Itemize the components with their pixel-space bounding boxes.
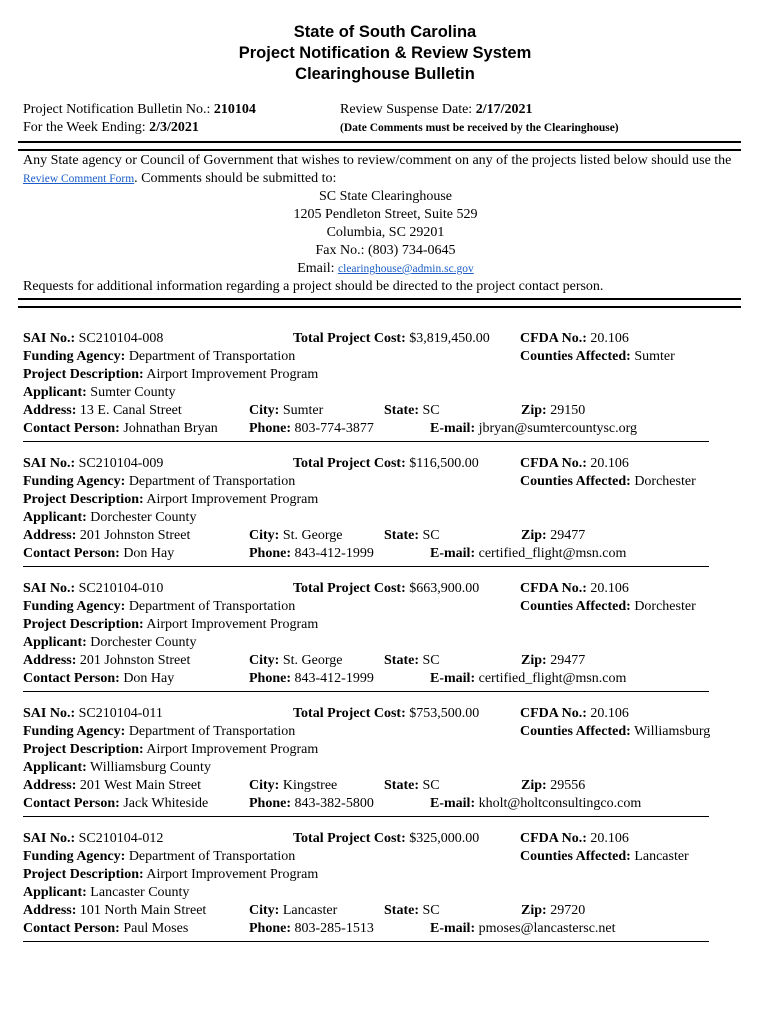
intro-text-b: . Comments should be submitted to: bbox=[134, 171, 337, 186]
field-label: Zip: bbox=[521, 528, 547, 543]
street-address: 101 North Main Street bbox=[79, 903, 207, 918]
project-entry bbox=[23, 330, 743, 438]
project-description: Airport Improvement Program bbox=[146, 492, 319, 507]
address-cell bbox=[23, 652, 190, 670]
contact-email: certified_flight@msn.com bbox=[478, 546, 627, 561]
sai-number: SC210104-009 bbox=[78, 456, 164, 471]
sai-number: SC210104-008 bbox=[78, 331, 164, 346]
week-ending: 2/3/2021 bbox=[149, 120, 199, 135]
field-label: Funding Agency: bbox=[23, 349, 126, 364]
counties-affected: Williamsburg bbox=[634, 724, 711, 739]
email-cell bbox=[430, 920, 616, 938]
applicant-cell bbox=[23, 509, 196, 527]
header-state: State of South Carolina bbox=[293, 23, 477, 41]
field-label: Project Description: bbox=[23, 742, 144, 757]
field-label: Counties Affected: bbox=[520, 724, 631, 739]
counties-affected: Lancaster bbox=[634, 849, 689, 864]
city: Sumter bbox=[282, 403, 324, 418]
field-label: Total Project Cost: bbox=[293, 331, 406, 346]
field-label: Counties Affected: bbox=[520, 849, 631, 864]
counties-cell bbox=[520, 848, 689, 866]
funding-agency: Department of Transportation bbox=[128, 474, 296, 489]
header-bulletin: Clearinghouse Bulletin bbox=[295, 65, 475, 83]
project-divider bbox=[23, 691, 709, 692]
phone-number: 843-412-1999 bbox=[294, 546, 374, 561]
zip-code: 29720 bbox=[550, 903, 586, 918]
field-label: Address: bbox=[23, 903, 77, 918]
zip-code: 29477 bbox=[550, 653, 586, 668]
field-label: State: bbox=[384, 903, 419, 918]
phone-cell bbox=[249, 795, 374, 813]
contact-cell bbox=[23, 545, 174, 563]
phone-cell bbox=[249, 920, 374, 938]
cfda-cell bbox=[520, 830, 629, 848]
field-label: Total Project Cost: bbox=[293, 581, 406, 596]
bulletin-header bbox=[0, 22, 770, 85]
counties-cell bbox=[520, 723, 710, 741]
city-cell bbox=[249, 902, 337, 920]
field-label: SAI No.: bbox=[23, 581, 76, 596]
project-entry bbox=[23, 580, 743, 688]
field-label: Counties Affected: bbox=[520, 474, 631, 489]
field-label: E-mail: bbox=[430, 796, 476, 811]
project-description: Airport Improvement Program bbox=[146, 617, 319, 632]
bulletin-no-label: Project Notification Bulletin No.: bbox=[23, 102, 211, 117]
field-label: Project Description: bbox=[23, 367, 144, 382]
field-label: Contact Person: bbox=[23, 921, 120, 936]
zip-code: 29477 bbox=[550, 528, 586, 543]
city-cell bbox=[249, 527, 342, 545]
field-label: Contact Person: bbox=[23, 421, 120, 436]
zip-cell bbox=[521, 402, 585, 420]
contact-email: kholt@holtconsultingco.com bbox=[478, 796, 642, 811]
clearinghouse-email-link[interactable]: clearinghouse@admin.sc.gov bbox=[338, 263, 474, 275]
field-label: E-mail: bbox=[430, 921, 476, 936]
project-divider bbox=[23, 441, 709, 442]
field-label: Contact Person: bbox=[23, 546, 120, 561]
field-label: City: bbox=[249, 903, 280, 918]
state: SC bbox=[422, 403, 440, 418]
field-label: CFDA No.: bbox=[520, 331, 587, 346]
intro-text-a: Any State agency or Council of Government that wishes to review/comment on any of the projects listed below should use the bbox=[23, 153, 732, 168]
city: St. George bbox=[282, 528, 343, 543]
counties-affected: Dorchester bbox=[634, 599, 696, 614]
total-cost: $753,500.00 bbox=[409, 706, 480, 721]
address-line-1: SC State Clearinghouse bbox=[319, 189, 452, 204]
total-cost: $3,819,450.00 bbox=[409, 331, 490, 346]
funding-agency: Department of Transportation bbox=[128, 349, 296, 364]
desc-cell bbox=[23, 491, 318, 509]
email-cell bbox=[430, 795, 641, 813]
counties-affected: Dorchester bbox=[634, 474, 696, 489]
contact-cell bbox=[23, 920, 188, 938]
header-system: Project Notification & Review System bbox=[238, 44, 532, 62]
sai-number: SC210104-012 bbox=[78, 831, 164, 846]
field-label: State: bbox=[384, 528, 419, 543]
applicant: Sumter County bbox=[90, 385, 176, 400]
funding-agency: Department of Transportation bbox=[128, 724, 296, 739]
field-label: SAI No.: bbox=[23, 831, 76, 846]
address-line-2: 1205 Pendleton Street, Suite 529 bbox=[293, 207, 478, 222]
project-entry bbox=[23, 455, 743, 563]
field-label: SAI No.: bbox=[23, 456, 76, 471]
field-label: Applicant: bbox=[23, 885, 87, 900]
zip-cell bbox=[521, 652, 585, 670]
agency-cell bbox=[23, 598, 295, 616]
contact-cell bbox=[23, 795, 208, 813]
applicant-cell bbox=[23, 884, 189, 902]
suspense-note: (Date Comments must be received by the Clearinghouse) bbox=[340, 122, 619, 134]
phone-number: 803-285-1513 bbox=[294, 921, 374, 936]
state: SC bbox=[422, 528, 440, 543]
field-label: Address: bbox=[23, 653, 77, 668]
cfda-number: 20.106 bbox=[590, 331, 629, 346]
counties-affected: Sumter bbox=[634, 349, 675, 364]
address-cell bbox=[23, 527, 190, 545]
field-label: Total Project Cost: bbox=[293, 706, 406, 721]
phone-cell bbox=[249, 670, 374, 688]
project-description: Airport Improvement Program bbox=[146, 367, 319, 382]
city-cell bbox=[249, 777, 337, 795]
phone-cell bbox=[249, 545, 374, 563]
state-cell bbox=[384, 902, 440, 920]
suspense-label: Review Suspense Date: bbox=[340, 102, 473, 117]
contact-email: jbryan@sumtercountysc.org bbox=[478, 421, 638, 436]
cfda-number: 20.106 bbox=[590, 831, 629, 846]
intro-section bbox=[23, 152, 748, 296]
zip-code: 29556 bbox=[550, 778, 586, 793]
address-cell bbox=[23, 777, 201, 795]
field-label: Applicant: bbox=[23, 760, 87, 775]
city-cell bbox=[249, 652, 342, 670]
field-label: Applicant: bbox=[23, 635, 87, 650]
project-entry bbox=[23, 830, 743, 938]
sai-cell bbox=[23, 830, 163, 848]
agency-cell bbox=[23, 848, 295, 866]
funding-agency: Department of Transportation bbox=[128, 849, 296, 864]
sai-number: SC210104-010 bbox=[78, 581, 164, 596]
city-cell bbox=[249, 402, 323, 420]
field-label: Phone: bbox=[249, 671, 291, 686]
email-cell bbox=[430, 545, 626, 563]
city: Kingstree bbox=[282, 778, 338, 793]
contact-email: pmoses@lancastersc.net bbox=[478, 921, 616, 936]
city: Lancaster bbox=[282, 903, 338, 918]
street-address: 201 Johnston Street bbox=[79, 653, 191, 668]
email-cell bbox=[430, 670, 626, 688]
contact-person: Johnathan Bryan bbox=[123, 421, 218, 436]
desc-cell bbox=[23, 866, 318, 884]
contact-person: Don Hay bbox=[123, 671, 175, 686]
email-line bbox=[23, 260, 748, 278]
zip-cell bbox=[521, 777, 585, 795]
field-label: Phone: bbox=[249, 796, 291, 811]
review-comment-form-link[interactable]: Review Comment Form bbox=[23, 173, 135, 185]
field-label: Phone: bbox=[249, 921, 291, 936]
applicant-cell bbox=[23, 634, 196, 652]
applicant: Dorchester County bbox=[90, 510, 197, 525]
cfda-cell bbox=[520, 705, 629, 723]
field-label: Counties Affected: bbox=[520, 599, 631, 614]
phone-cell bbox=[249, 420, 374, 438]
project-divider bbox=[23, 566, 709, 567]
field-label: Project Description: bbox=[23, 867, 144, 882]
project-description: Airport Improvement Program bbox=[146, 742, 319, 757]
zip-code: 29150 bbox=[550, 403, 586, 418]
field-label: SAI No.: bbox=[23, 706, 76, 721]
state: SC bbox=[422, 903, 440, 918]
field-label: Total Project Cost: bbox=[293, 831, 406, 846]
state-cell bbox=[384, 527, 440, 545]
sai-cell bbox=[23, 330, 163, 348]
field-label: City: bbox=[249, 653, 280, 668]
project-divider bbox=[23, 941, 709, 942]
funding-agency: Department of Transportation bbox=[128, 599, 296, 614]
sai-number: SC210104-011 bbox=[78, 706, 163, 721]
field-label: Contact Person: bbox=[23, 671, 120, 686]
bulletin-no: 210104 bbox=[213, 102, 256, 117]
field-label: Applicant: bbox=[23, 510, 87, 525]
field-label: Zip: bbox=[521, 403, 547, 418]
cfda-cell bbox=[520, 580, 629, 598]
intro-text bbox=[23, 152, 748, 188]
field-label: E-mail: bbox=[430, 671, 476, 686]
field-label: Project Description: bbox=[23, 617, 144, 632]
bulletin-meta-left bbox=[23, 101, 256, 137]
field-label: SAI No.: bbox=[23, 331, 76, 346]
desc-cell bbox=[23, 366, 318, 384]
phone-number: 803-774-3877 bbox=[294, 421, 374, 436]
state-cell bbox=[384, 652, 440, 670]
state: SC bbox=[422, 653, 440, 668]
phone-number: 843-412-1999 bbox=[294, 671, 374, 686]
field-label: City: bbox=[249, 403, 280, 418]
applicant: Williamsburg County bbox=[90, 760, 211, 775]
contact-person: Don Hay bbox=[123, 546, 175, 561]
zip-cell bbox=[521, 902, 585, 920]
cfda-cell bbox=[520, 455, 629, 473]
contact-cell bbox=[23, 670, 174, 688]
divider-top bbox=[18, 141, 741, 151]
field-label: Total Project Cost: bbox=[293, 456, 406, 471]
zip-cell bbox=[521, 527, 585, 545]
field-label: CFDA No.: bbox=[520, 706, 587, 721]
sai-cell bbox=[23, 455, 163, 473]
field-label: Funding Agency: bbox=[23, 724, 126, 739]
address-cell bbox=[23, 402, 182, 420]
desc-cell bbox=[23, 616, 318, 634]
city: St. George bbox=[282, 653, 343, 668]
field-label: State: bbox=[384, 653, 419, 668]
email-label: Email: bbox=[297, 261, 335, 276]
field-label: CFDA No.: bbox=[520, 831, 587, 846]
field-label: Zip: bbox=[521, 778, 547, 793]
field-label: Phone: bbox=[249, 546, 291, 561]
field-label: City: bbox=[249, 528, 280, 543]
state-cell bbox=[384, 402, 440, 420]
counties-cell bbox=[520, 598, 696, 616]
contact-person: Jack Whiteside bbox=[123, 796, 209, 811]
field-label: State: bbox=[384, 403, 419, 418]
total-cost: $116,500.00 bbox=[409, 456, 479, 471]
project-description: Airport Improvement Program bbox=[146, 867, 319, 882]
field-label: Address: bbox=[23, 528, 77, 543]
project-entry bbox=[23, 705, 743, 813]
state: SC bbox=[422, 778, 440, 793]
cost-cell bbox=[293, 580, 479, 598]
agency-cell bbox=[23, 348, 295, 366]
field-label: Counties Affected: bbox=[520, 349, 631, 364]
cfda-number: 20.106 bbox=[590, 456, 629, 471]
address-cell bbox=[23, 902, 206, 920]
fax-number: Fax No.: (803) 734-0645 bbox=[315, 243, 456, 258]
cost-cell bbox=[293, 330, 490, 348]
field-label: E-mail: bbox=[430, 421, 476, 436]
field-label: CFDA No.: bbox=[520, 581, 587, 596]
divider-bottom bbox=[18, 298, 741, 308]
phone-number: 843-382-5800 bbox=[294, 796, 374, 811]
cfda-number: 20.106 bbox=[590, 706, 629, 721]
sai-cell bbox=[23, 705, 163, 723]
field-label: State: bbox=[384, 778, 419, 793]
requests-note: Requests for additional information regarding a project should be directed to the project contact person. bbox=[23, 279, 604, 294]
cost-cell bbox=[293, 455, 479, 473]
counties-cell bbox=[520, 473, 696, 491]
contact-email: certified_flight@msn.com bbox=[478, 671, 627, 686]
field-label: Funding Agency: bbox=[23, 599, 126, 614]
field-label: City: bbox=[249, 778, 280, 793]
state-cell bbox=[384, 777, 440, 795]
field-label: Zip: bbox=[521, 653, 547, 668]
cost-cell bbox=[293, 705, 479, 723]
counties-cell bbox=[520, 348, 675, 366]
cfda-number: 20.106 bbox=[590, 581, 629, 596]
field-label: E-mail: bbox=[430, 546, 476, 561]
week-ending-label: For the Week Ending: bbox=[23, 120, 146, 135]
field-label: Zip: bbox=[521, 903, 547, 918]
project-divider bbox=[23, 816, 709, 817]
field-label: Funding Agency: bbox=[23, 474, 126, 489]
email-cell bbox=[430, 420, 637, 438]
street-address: 201 Johnston Street bbox=[79, 528, 191, 543]
street-address: 13 E. Canal Street bbox=[79, 403, 182, 418]
cost-cell bbox=[293, 830, 479, 848]
field-label: Address: bbox=[23, 403, 77, 418]
applicant: Lancaster County bbox=[90, 885, 190, 900]
field-label: CFDA No.: bbox=[520, 456, 587, 471]
applicant-cell bbox=[23, 384, 175, 402]
cfda-cell bbox=[520, 330, 629, 348]
agency-cell bbox=[23, 723, 295, 741]
bulletin-meta-right bbox=[340, 101, 619, 137]
total-cost: $663,900.00 bbox=[409, 581, 480, 596]
field-label: Applicant: bbox=[23, 385, 87, 400]
agency-cell bbox=[23, 473, 295, 491]
sai-cell bbox=[23, 580, 163, 598]
field-label: Contact Person: bbox=[23, 796, 120, 811]
field-label: Funding Agency: bbox=[23, 849, 126, 864]
field-label: Address: bbox=[23, 778, 77, 793]
contact-cell bbox=[23, 420, 218, 438]
applicant-cell bbox=[23, 759, 211, 777]
suspense-date: 2/17/2021 bbox=[475, 102, 533, 117]
address-line-3: Columbia, SC 29201 bbox=[326, 225, 445, 240]
street-address: 201 West Main Street bbox=[79, 778, 202, 793]
contact-person: Paul Moses bbox=[123, 921, 189, 936]
desc-cell bbox=[23, 741, 318, 759]
field-label: Phone: bbox=[249, 421, 291, 436]
field-label: Project Description: bbox=[23, 492, 144, 507]
total-cost: $325,000.00 bbox=[409, 831, 480, 846]
applicant: Dorchester County bbox=[90, 635, 197, 650]
